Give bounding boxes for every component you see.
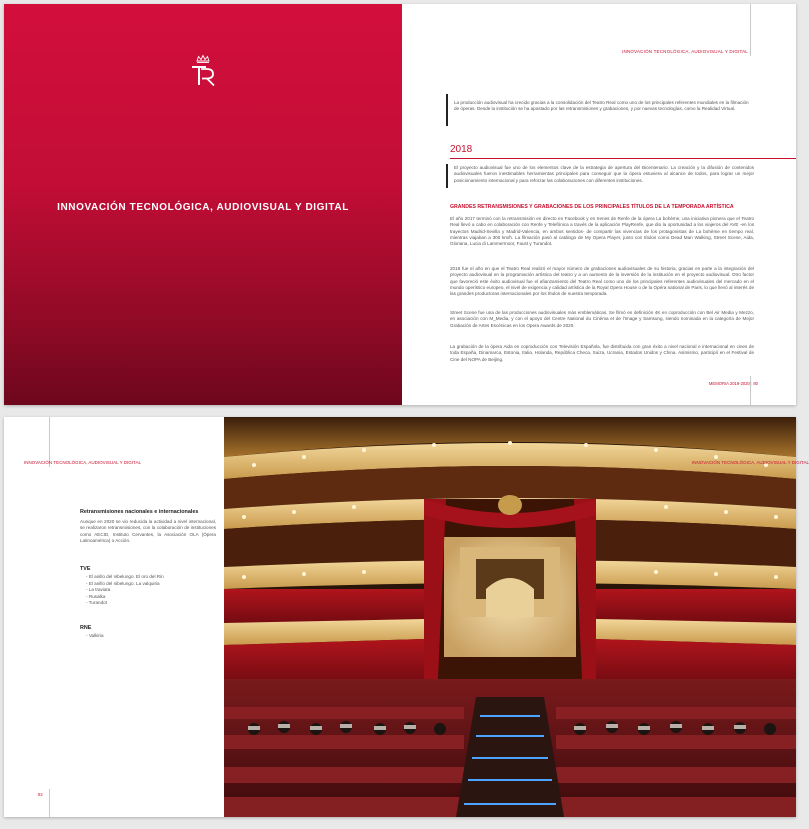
photo-section-tag: INNOVACIÓN TECNOLÓGICA, AUDIOVISUAL Y DIGITAL bbox=[692, 460, 809, 465]
footer-label: MEMORIA 2019-2020 bbox=[708, 381, 750, 386]
cover-title: INNOVACIÓN TECNOLÓGICA, AUDIOVISUAL Y DIGITAL bbox=[57, 202, 349, 213]
divider-line bbox=[49, 789, 50, 817]
page-footer: MEMORIA 2019-2020 | 80 bbox=[708, 381, 758, 386]
broadcast-paragraph: Aunque en 2020 se vio reducida la actividad a nivel internacional, se realizaron retransmisiones, con la colaboración de instituciones como AECID, Instituto Cervantes, la Asociación OLA (Ópera Latinoamérica) o Acción. bbox=[80, 519, 216, 543]
section-heading: GRANDES RETRANSMISIONES Y GRABACIONES DE LOS PRINCIPALES TÍTULOS DE LA TEMPORADA ARTÍSTICA bbox=[450, 204, 734, 210]
paragraph-aida: La grabación de la ópera Aida en coproducción con Televisión Española, fue distribuida con gran éxito a nivel nacional e internacional en cines de toda España, Dinamarca, Estonia, Italia, Holanda, República Checa, Suiza, Ucrania, Estados Unidos y China. Asimismo, participó en el Festival de Cine del NOPA de Beijing. bbox=[450, 344, 754, 362]
tve-heading: TVE bbox=[80, 566, 91, 572]
text-page-left bbox=[4, 417, 224, 817]
rne-heading: RNE bbox=[80, 625, 92, 631]
page-number: 82 bbox=[38, 792, 43, 797]
spread-2 bbox=[4, 417, 809, 817]
paragraph-grabaciones: 2018 fue el año en que el Teatro Real realizó el mayor número de grabaciones audiovisuales de su historia, gracias en parte a la integración del proyecto audiovisual en la programación artística del teatro y a un aumento de la inversión de la institución en el proyecto audiovisual. Otro factor que favoreció este éxito audiovisual fue el afianzamiento del Teatro Real como uno de los principales referentes audiovisuales del mercado en el mundo operístico europeo, el nivel de exigencia y calidad artística de la Royal Opera House o de la Opéra national de Paris, lo que llevó al interés de las grandes productoras internacionales por los títulos de nuestra temporada. bbox=[450, 266, 754, 297]
red-cover-page bbox=[4, 4, 402, 405]
list-item: - El anillo del nibelungo. El oro del Rin bbox=[86, 574, 164, 579]
list-item: - El anillo del nibelungo. La valquiria bbox=[86, 580, 160, 586]
teatro-real-logo-icon bbox=[188, 54, 218, 88]
section-tag: INNOVACIÓN TECNOLÓGICA, AUDIOVISUAL Y DIGITAL bbox=[622, 49, 748, 54]
spread-1 bbox=[4, 4, 796, 405]
rne-list bbox=[86, 633, 104, 640]
divider-line bbox=[750, 4, 751, 56]
section-tag: INNOVACIÓN TECNOLÓGICA, AUDIOVISUAL Y DIGITAL bbox=[24, 460, 141, 465]
list-item: - La traviata bbox=[86, 587, 111, 593]
tve-list bbox=[86, 574, 164, 607]
year-rule bbox=[450, 158, 796, 159]
paragraph-boheme: El año 2017 terminó con la retransmisión en directo en Facebook y en trenes de Renfe de la ópera La bohème, una iniciativa pionera que el Teatro Real llevó a cabo en colaboración con Renfe y Telefónica a través de la aplicación PlayRenfe, que dio la oportunidad a los viajeros del AVE -en los trayectos Madrid-Sevilla y Madrid-Valencia, en ambos sentidos- de compartir las vivencias de los protagonistas de La bohème en tiempo real, mientras viajaban a 300 km/h. La filmación pasó al catálogo de My Opera Player, junto con títulos como Dead Man Walking, Street Scene, Aida, Gloriana, Lucia di Lammermoor, Faust y Turandot. bbox=[450, 216, 754, 247]
year-heading: 2018 bbox=[450, 144, 473, 155]
theatre-auditorium-photo bbox=[224, 417, 796, 817]
paragraph-street-scene: Street Scene fue una de las producciones audiovisuales más emblemáticas. Se filmó en definición 4K en coproducción con Bel Air Media y Mezzo, en asociación con M_Media, y con el apoyo del Centre National du Cinéma et de l'Image y Samsung, siendo nominada en la categoría de Mejor Grabación de Artes Escénicas en los Opera Awards de 2020. bbox=[450, 310, 754, 328]
page-number: 80 bbox=[753, 381, 758, 386]
auditorium-illustration bbox=[224, 417, 796, 817]
dropcap-bar bbox=[446, 94, 448, 126]
dropcap-bar bbox=[446, 164, 448, 188]
list-item: - Valkiria bbox=[86, 633, 104, 638]
broadcast-heading: Retransmisiones nacionales e internacionales bbox=[80, 509, 199, 515]
list-item: - Rusalka bbox=[86, 593, 106, 599]
text-page-right bbox=[402, 4, 796, 405]
list-item: - Turandot bbox=[86, 600, 107, 606]
paragraph-bicentenario: El proyecto audiovisual fue uno de los elementos clave de la estrategia de apertura del Bicentenario. La creación y la difusión de contenidos audiovisuales fueron inestimables herramientas principales para conseguir que la ópera estuviera al alcance de todos, para lograr un mejor posicionamiento internacional y para reforzar las colaboraciones con diferentes instituciones. bbox=[454, 165, 754, 183]
intro-paragraph: La producción audiovisual ha crecido gracias a la consolidación del Teatro Real como uno de los principales referentes mundiales en la filmación de óperas. Desde la institución se ha apostado por las retransmisiones y grabaciones, y por nuevas tecnologías, como la Realidad Virtual. bbox=[454, 100, 749, 112]
